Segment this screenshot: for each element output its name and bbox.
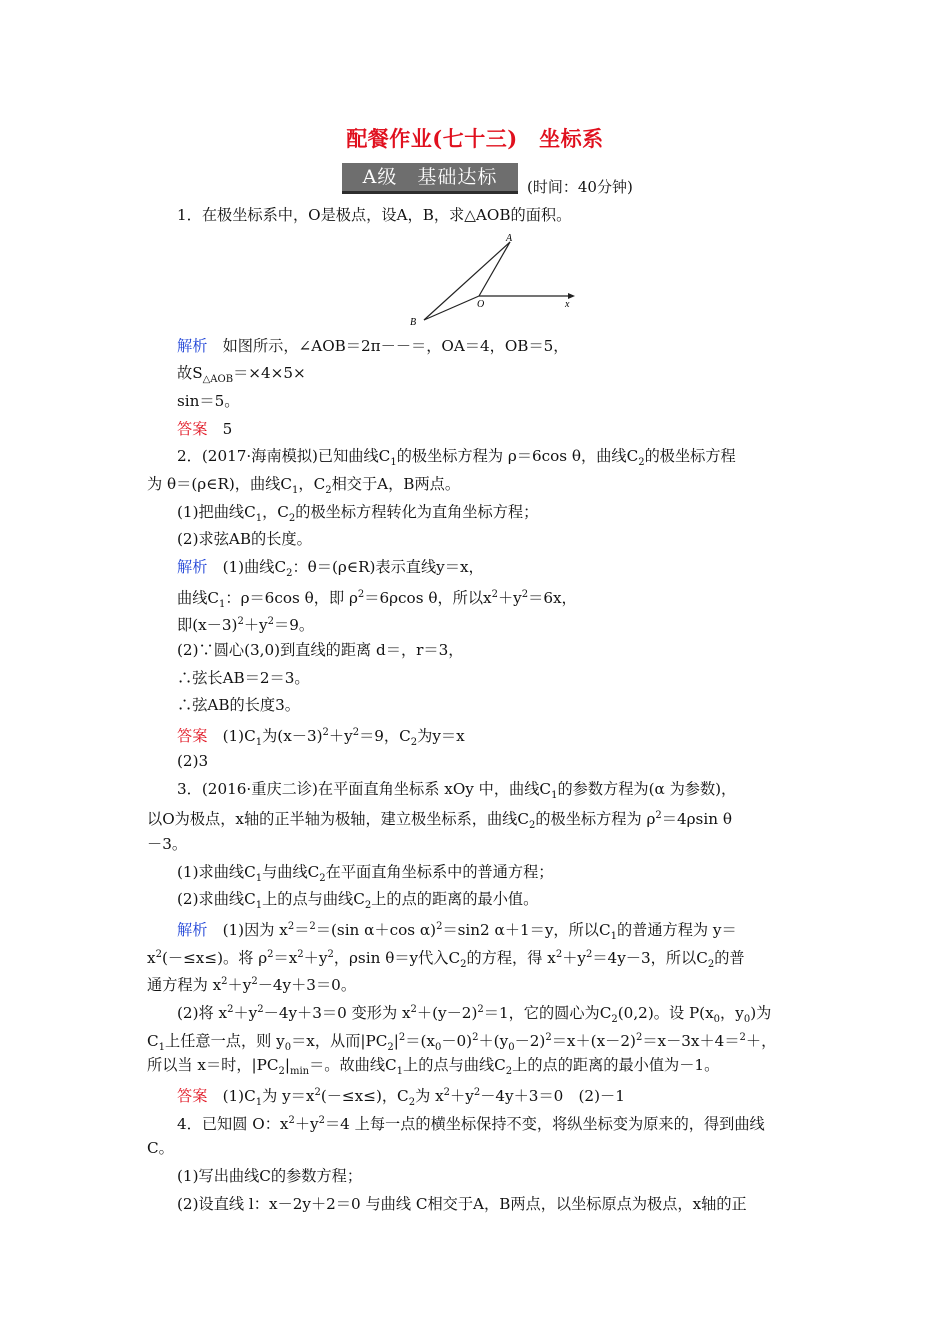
text-run: ＋y [294, 1115, 319, 1134]
text-run: ＝4y－3，所以C [592, 949, 708, 968]
text-run: ，ρsin θ＝y代入C [333, 949, 461, 968]
text-run: 2 [322, 727, 329, 738]
text-line [177, 445, 736, 474]
text-run: 2 [221, 976, 228, 987]
text-run: 上的点与曲线C [403, 1056, 506, 1074]
text-run: 2 [227, 1004, 234, 1015]
text-run: 的极坐标方程转化为直角坐标方程； [295, 503, 539, 521]
text-run: (1)写出曲线C的参数方程； [177, 1167, 363, 1185]
text-run: (－≤x≤)，C [320, 1087, 409, 1106]
text-run: 2 [288, 513, 296, 525]
text-run: 0 [508, 1042, 515, 1054]
text-run: 相交于A，B两点。 [331, 475, 461, 493]
text-run: 1 [255, 873, 263, 885]
text-line [177, 1193, 747, 1215]
text-run: 2 [408, 1097, 416, 1109]
text-run: 1 [255, 1097, 263, 1109]
text-run: ＝(sin α＋cos α) [315, 921, 437, 940]
label-b: B [410, 317, 417, 327]
label-o: O [477, 299, 485, 310]
text-run: 通方程为 x [147, 976, 222, 995]
text-run: (1)把曲线C [177, 503, 256, 521]
text-run: ＋y [497, 589, 522, 608]
text-run: ＝x＋(x－2) [551, 1032, 636, 1051]
text-run: ∴弦长AB＝2＝3。 [177, 669, 310, 687]
text-run: ，C [262, 503, 289, 521]
text-run: (2)∵圆心(3,0)到直线的距离 d＝，r＝3， [177, 641, 464, 659]
text-run: 2 [267, 616, 274, 627]
text-run: ＋(y [478, 1032, 509, 1051]
text-run: 2 [325, 485, 332, 497]
text-line [147, 971, 356, 996]
text-run: 2 [638, 457, 645, 469]
text-run: 为(x－3) [262, 727, 323, 746]
text-run: 2 [297, 949, 304, 960]
text-run: 0 [284, 1042, 292, 1054]
segment-bo [424, 296, 479, 320]
text-run: 上的点与曲线C [262, 890, 365, 908]
text-run: ＝sin2 α＋1＝y，所以C [442, 921, 611, 940]
text-run: 5 [207, 420, 233, 438]
text-run: 2 [267, 949, 274, 960]
text-run: 如图所示，∠AOB＝2π－－＝，OA＝4，OB＝5， [207, 337, 569, 355]
text-run: 的普 [714, 949, 745, 968]
text-run: 1 [255, 737, 263, 749]
text-run: ＋y [227, 976, 252, 995]
text-run: (2)将 x [177, 1004, 228, 1023]
text-run: 2 [473, 1087, 481, 1098]
text-run: ＝1，它的圆心为C [483, 1004, 612, 1023]
label-a: A [506, 233, 513, 244]
text-line [177, 750, 208, 772]
text-line [177, 335, 569, 357]
text-run: 的极坐标方程 [644, 447, 736, 465]
text-run: 的参数方程为(α 为参数)， [557, 780, 737, 798]
text-run: 2 [410, 737, 418, 749]
answer-label: 答案 [177, 1087, 208, 1106]
text-run: ：ρ＝6cos θ，即 ρ [225, 589, 358, 608]
text-run: －2) [514, 1032, 546, 1051]
text-run: (－≤x≤)。将 ρ [161, 949, 268, 968]
text-run: ＝。故曲线C [309, 1056, 397, 1074]
text-run: 2 [739, 1032, 746, 1043]
text-run: 的方程，得 x [466, 949, 556, 968]
text-line [177, 888, 538, 917]
text-run: 在平面直角坐标系中的普通方程； [325, 863, 554, 881]
text-run: 即(x－3) [177, 616, 238, 635]
text-run: ＝4 上每一点的横坐标保持不变，将纵坐标变为原来的，得到曲线 [324, 1115, 765, 1134]
text-run: ＝6x， [528, 589, 577, 608]
text-run: 2 [257, 1004, 264, 1015]
text-run: ＝9，C [359, 727, 411, 746]
text-line [147, 473, 460, 502]
text-run: 与曲线C [262, 863, 320, 881]
text-line [147, 1054, 719, 1083]
text-run: 2 [528, 820, 536, 832]
text-run: 1 [396, 1066, 404, 1078]
text-run: 2 [521, 589, 529, 600]
text-run: (1)曲线C [207, 558, 287, 576]
text-run: 2 [237, 616, 244, 627]
text-run: 上任意一点，则 y [165, 1032, 285, 1051]
text-run: (1)求曲线C [177, 863, 256, 881]
analysis-label: 解析 [177, 921, 208, 940]
text-run: 1 [158, 1042, 165, 1054]
text-run: －0) [441, 1032, 473, 1051]
text-run: 2 [655, 810, 662, 821]
text-run: 2 [436, 921, 443, 932]
text-line [147, 805, 732, 837]
text-run: 2 [287, 921, 295, 932]
text-line [177, 611, 314, 636]
text-run: 2 [555, 949, 563, 960]
text-line [177, 362, 306, 391]
text-run: sin＝5。 [177, 392, 240, 410]
text-run: 0 [713, 1014, 721, 1026]
text-run: (2)求弦AB的长度。 [177, 530, 312, 548]
text-run: | [284, 1056, 290, 1074]
text-run: (0,2)。设 P(x [617, 1004, 714, 1023]
text-run: 2 [278, 1066, 285, 1078]
segment-ba [424, 242, 510, 320]
text-run: 2 [387, 1042, 394, 1054]
text-line [177, 778, 736, 807]
text-run: | [393, 1032, 399, 1051]
text-run: －3。 [147, 835, 188, 853]
text-line [177, 528, 312, 550]
text-line [177, 556, 484, 585]
text-run: 1 [551, 790, 558, 802]
text-run: (1)因为 x [207, 921, 288, 940]
text-run: ：θ＝(ρ∈R)表示直线y＝x， [292, 558, 484, 576]
text-run: 2 [309, 921, 316, 932]
text-run: 1 [610, 931, 617, 943]
level-banner: A级 基础达标 [342, 163, 518, 194]
text-run: 2 [477, 1004, 484, 1015]
text-run: 2 [364, 900, 372, 912]
text-run: 的普通方程为 y＝ [616, 921, 737, 940]
text-run: 1 [292, 485, 299, 497]
text-run: ＝9。 [274, 616, 315, 635]
segment-ao [479, 242, 510, 296]
text-run: )为 [750, 1004, 772, 1023]
text-run: ＝(x [405, 1032, 435, 1051]
text-run: 2 [707, 959, 715, 971]
text-run: 为 y＝x [262, 1087, 315, 1106]
text-run: 2．(2017·海南模拟)已知曲线C [177, 447, 391, 465]
text-line [177, 390, 239, 412]
text-line [177, 694, 300, 716]
text-line [177, 1165, 362, 1187]
text-run: 曲线C [177, 589, 219, 608]
text-run: ＝6ρcos θ，所以x [364, 589, 492, 608]
text-line [177, 861, 553, 890]
text-run: 1 [219, 599, 226, 611]
text-run: 2 [398, 1032, 406, 1043]
text-run: －4y＋3＝0 变形为 x [263, 1004, 411, 1023]
text-run: (2)求曲线C [177, 890, 256, 908]
text-run: △AOB [202, 374, 234, 386]
text-run: 2 [491, 589, 498, 600]
text-run: ＋y [562, 949, 586, 968]
text-run: ，C [298, 475, 326, 493]
time-note: (时间：40分钟) [527, 178, 633, 196]
text-run: 2 [472, 1032, 479, 1043]
text-run: (1)C [207, 1087, 256, 1106]
text-run: 2 [155, 949, 162, 960]
text-line [177, 667, 310, 689]
text-run: ＋(y－2) [416, 1004, 478, 1023]
text-run: 的极坐标方程为 ρ [535, 810, 656, 829]
text-run: 2 [585, 949, 593, 960]
text-run: 0 [434, 1042, 442, 1054]
text-run: 2 [611, 1014, 618, 1026]
text-run: 0 [743, 1014, 751, 1026]
text-run: ∴弦AB的长度3。 [177, 696, 300, 714]
text-run: ＋y [328, 727, 353, 746]
text-run: 2 [443, 1087, 451, 1098]
text-run: 为 x [415, 1087, 444, 1106]
text-run: 故S [177, 364, 203, 382]
text-line [147, 1137, 174, 1159]
text-run: 上的点的距离的最小值为－1。 [512, 1056, 720, 1074]
text-run: －4y＋3＝0。 [257, 976, 357, 995]
text-run: 以O为极点，x轴的正半轴为极轴，建立极坐标系，曲线C [147, 810, 529, 829]
answer-label: 答案 [177, 420, 208, 438]
text-run: (1)C [207, 727, 256, 746]
text-run: ，y [720, 1004, 744, 1023]
analysis-label: 解析 [177, 558, 208, 576]
page-title: 配餐作业(七十三) 坐标系 [346, 126, 604, 151]
text-run: 1 [255, 513, 263, 525]
text-run: C [147, 1032, 159, 1051]
text-run: 2 [357, 589, 365, 600]
label-x: x [565, 299, 570, 310]
text-run: 2 [545, 1032, 552, 1043]
text-run: ＋， [745, 1032, 777, 1051]
text-run: 1 [255, 900, 263, 912]
text-run: 的极坐标方程为 ρ＝6cos θ，曲线C [396, 447, 639, 465]
text-line [177, 722, 465, 754]
text-run: 3．(2016·重庆二诊)在平面直角坐标系 xOy 中，曲线C [177, 780, 552, 798]
answer-label: 答案 [177, 727, 208, 746]
text-run: x [147, 949, 156, 968]
text-run: ＝ [294, 921, 310, 940]
text-run: 2 [288, 1115, 295, 1126]
text-run: 1 [390, 457, 397, 469]
text-run: 所以当 x＝时，|PC [147, 1056, 279, 1074]
text-run: ＝x－3x＋4＝ [642, 1032, 740, 1051]
text-line [147, 833, 187, 855]
text-run: 2 [327, 949, 334, 960]
text-line [177, 204, 571, 226]
text-run: 2 [319, 873, 326, 885]
text-run: (2)设直线 l：x－2y＋2＝0 与曲线 C相交于A，B两点，以坐标原点为极点，x轴的正 [177, 1195, 747, 1213]
text-run: 4．已知圆 O：x [177, 1115, 289, 1134]
text-run: min [289, 1066, 310, 1078]
text-run: ＋y [303, 949, 328, 968]
text-run: C。 [147, 1139, 174, 1157]
text-run: 2 [460, 959, 467, 971]
text-run: 上的点的距离的最小值。 [371, 890, 539, 908]
analysis-label: 解析 [177, 337, 208, 355]
text-run: 2 [318, 1115, 325, 1126]
text-run: 2 [635, 1032, 643, 1043]
text-run: －4y＋3＝0 (2)－1 [480, 1087, 625, 1106]
text-run: 2 [286, 568, 293, 580]
text-line [177, 1110, 765, 1135]
text-run: 2 [352, 727, 360, 738]
text-run: ＝x [273, 949, 298, 968]
text-run: ＋y [450, 1087, 474, 1106]
text-run: 为y＝x [417, 727, 465, 746]
text-run: 2 [410, 1004, 417, 1015]
triangle-figure [405, 232, 580, 327]
text-run: ＝x，从而|PC [291, 1032, 388, 1051]
text-run: 1．在极坐标系中，O是极点，设A，B，求△AOB的面积。 [177, 206, 572, 224]
text-run: 为 θ＝(ρ∈R)，曲线C [147, 475, 292, 493]
text-run: 2 [505, 1066, 513, 1078]
text-line [177, 418, 232, 440]
text-run: 2 [314, 1087, 321, 1098]
text-run: (2)3 [177, 752, 209, 770]
text-run: 2 [251, 976, 258, 987]
text-run: ＝4ρsin θ [661, 810, 732, 829]
text-run: ＋y [243, 616, 268, 635]
text-run: ＝×4×5× [233, 364, 306, 382]
text-line [177, 639, 463, 661]
text-run: ＋y [233, 1004, 258, 1023]
text-line [177, 501, 538, 530]
